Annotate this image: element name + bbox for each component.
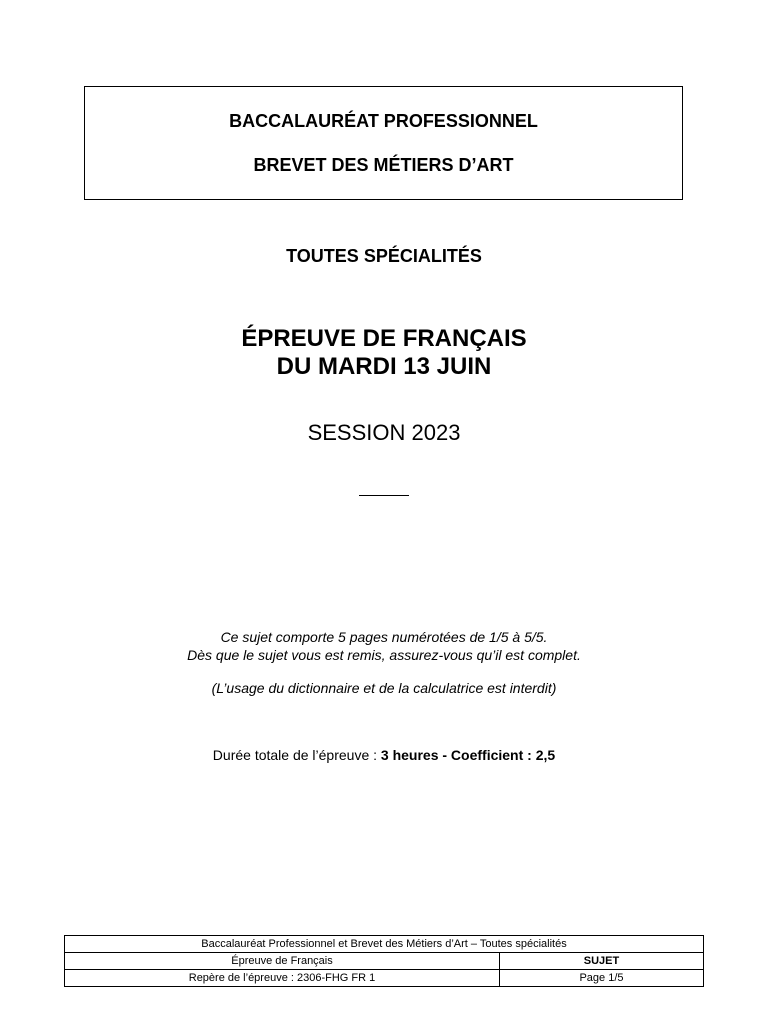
instruction-line2: Dès que le sujet vous est remis, assurez-vous qu’il est complet. bbox=[187, 647, 581, 663]
footer-row bbox=[65, 970, 704, 987]
footer-row bbox=[65, 953, 704, 970]
instruction-line3: (L’usage du dictionnaire et de la calculatrice est interdit) bbox=[211, 680, 557, 696]
footer-sujet: SUJET bbox=[500, 953, 704, 970]
exam-title-line1: BACCALAURÉAT PROFESSIONNEL bbox=[229, 111, 538, 131]
header-box bbox=[84, 86, 683, 200]
footer-repere: Repère de l’épreuve : 2306-FHG FR 1 bbox=[65, 970, 500, 987]
instruction-line1: Ce sujet comporte 5 pages numérotées de 1/5 à 5/5. bbox=[220, 629, 548, 645]
epreuve-title bbox=[0, 325, 768, 381]
footer-table bbox=[64, 935, 704, 987]
footer-row bbox=[65, 936, 704, 953]
separator-rule bbox=[359, 495, 409, 496]
epreuve-title-line1: ÉPREUVE DE FRANÇAIS bbox=[241, 325, 527, 352]
duree-value: 3 heures - Coefficient : 2,5 bbox=[380, 747, 556, 763]
footer-exam-name: Baccalauréat Professionnel et Brevet des Métiers d’Art – Toutes spécialités bbox=[65, 936, 704, 953]
exam-title-line2: BREVET DES MÉTIERS D’ART bbox=[253, 155, 514, 175]
footer-epreuve: Épreuve de Français bbox=[65, 953, 500, 970]
epreuve-title-line2: DU MARDI 13 JUIN bbox=[276, 353, 492, 380]
instructions bbox=[0, 628, 768, 664]
duree-label: Durée totale de l’épreuve : bbox=[212, 747, 381, 763]
session-label: SESSION 2023 bbox=[307, 420, 461, 445]
footer-page-number: Page 1/5 bbox=[500, 970, 704, 987]
specialites-heading: TOUTES SPÉCIALITÉS bbox=[286, 246, 482, 266]
duree-epreuve bbox=[0, 747, 768, 763]
